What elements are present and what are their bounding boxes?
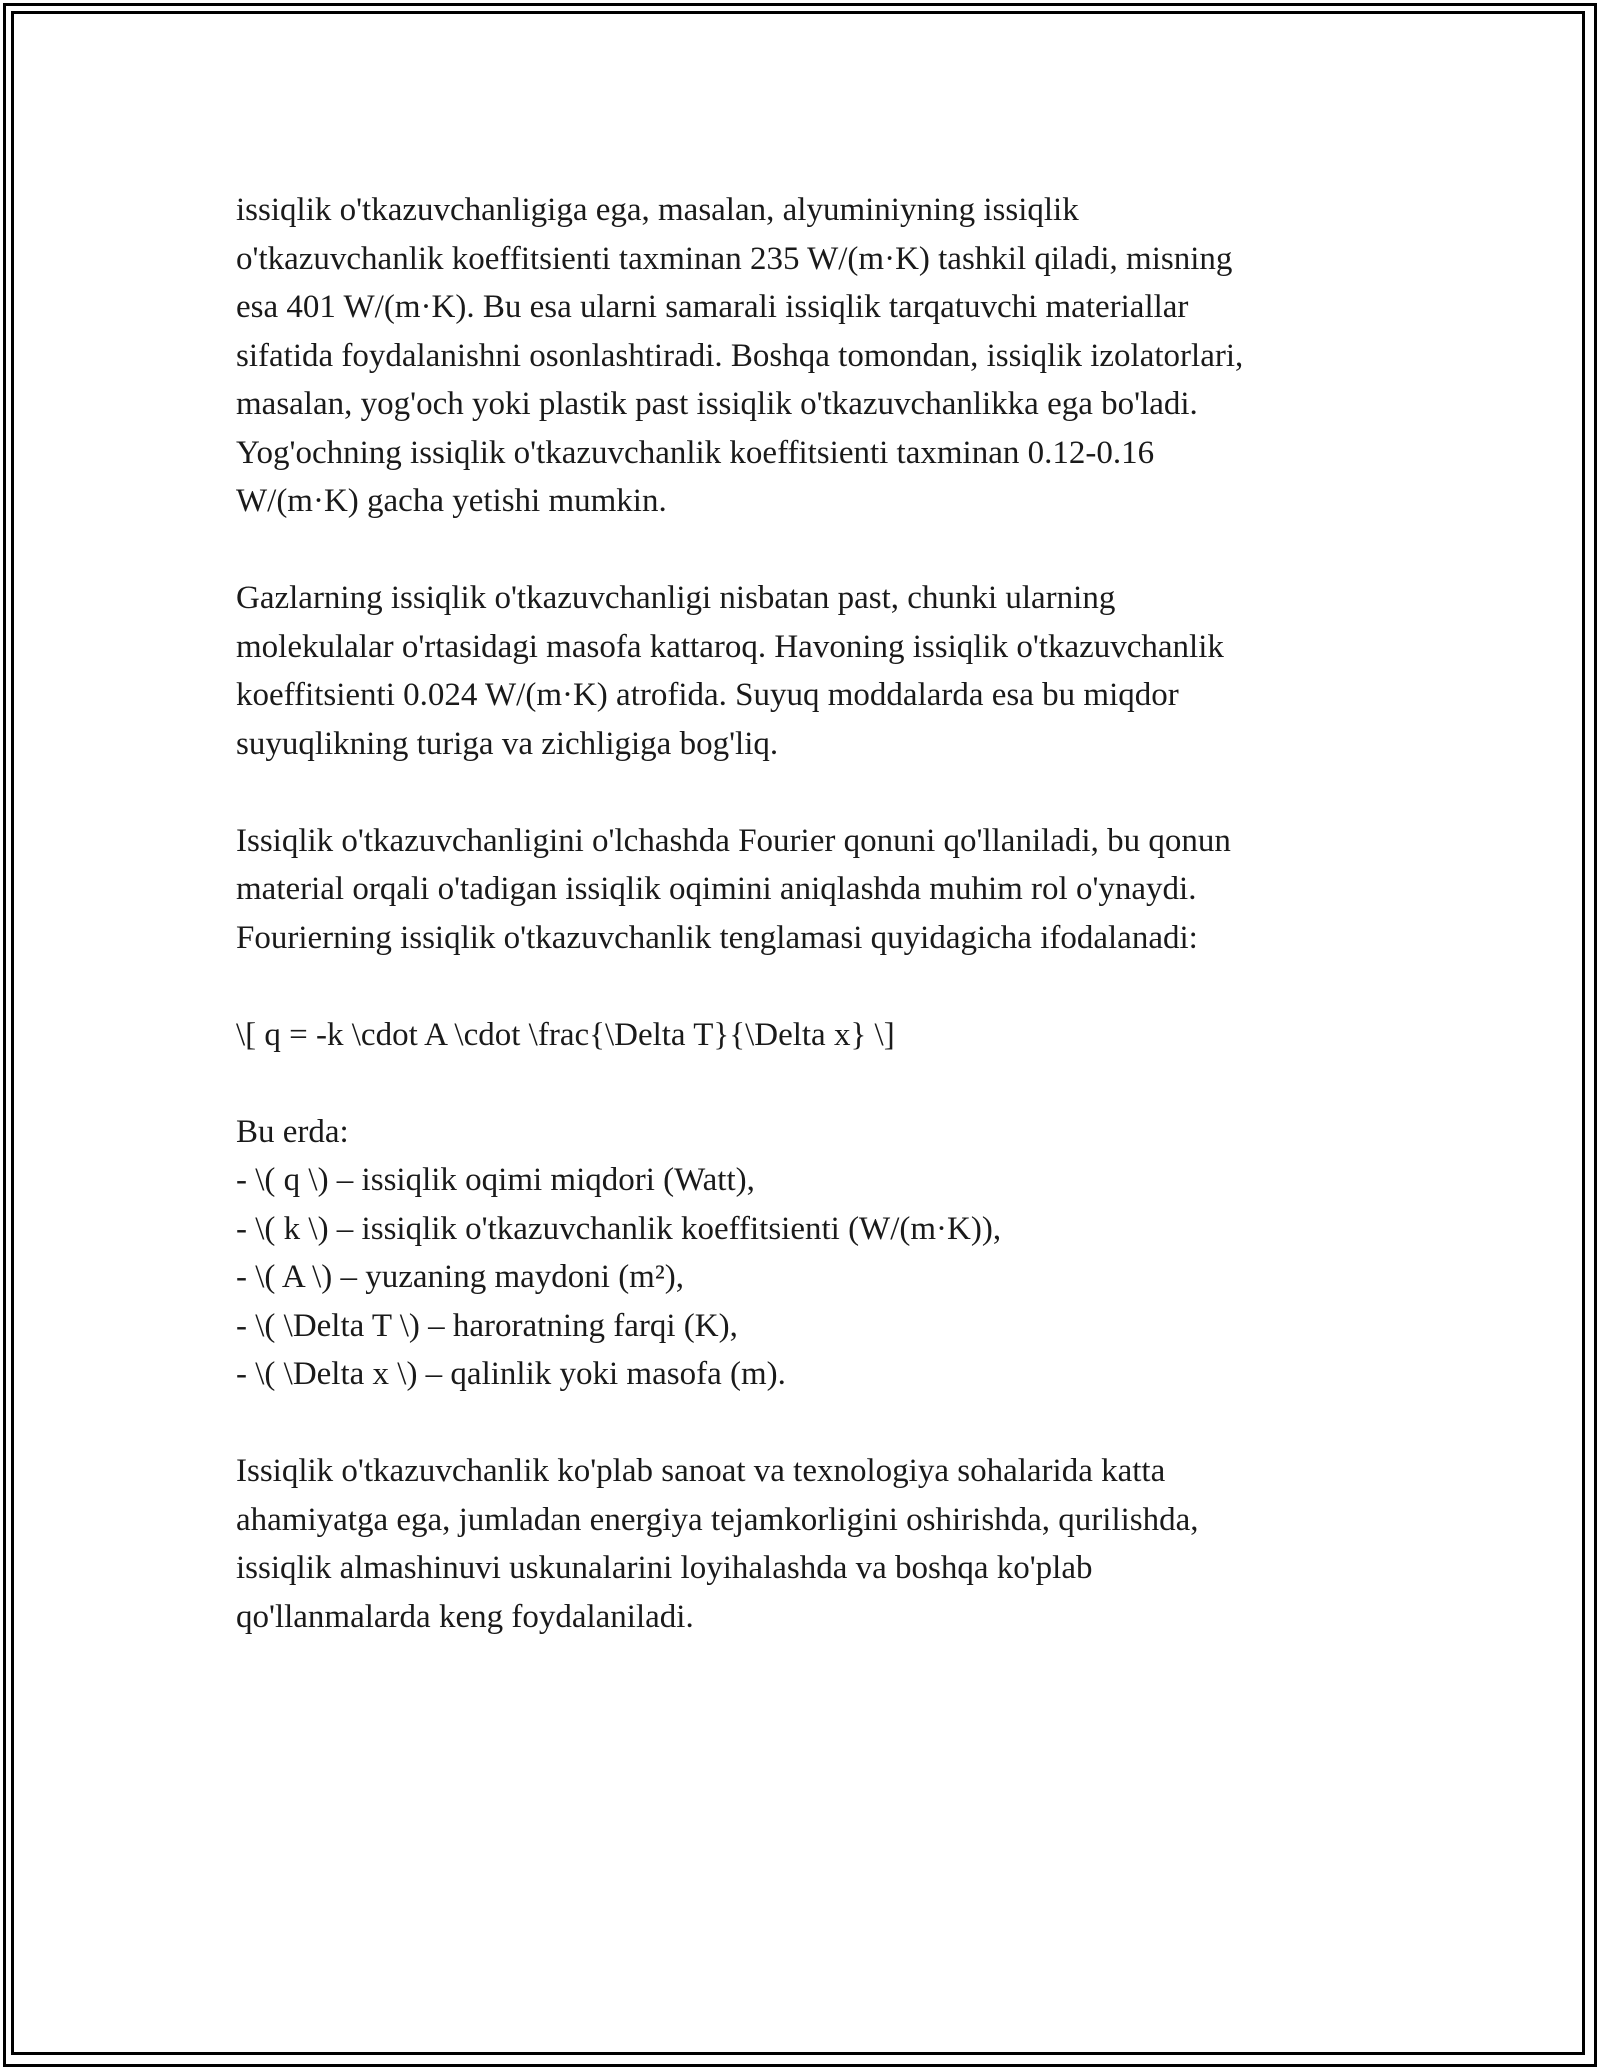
list-item: - \( k \) – issiqlik o'tkazuvchanlik koeffitsienti (W/(m·K)), [236,1210,1002,1247]
paragraph-fourier-law: Issiqlik o'tkazuvchanligini o'lchashda Fourier qonuni qo'llaniladi, bu qonun material orqali o'tadigan issiqlik oqimini aniqlashda muhim rol o'ynaydi. Fourierning issiqlik o'tkazuvchanlik tenglamasi quyidagicha ifodalanadi: [236,822,1231,956]
list-item: - \( q \) – issiqlik oqimi miqdori (Watt), [236,1162,755,1198]
list-item: - \( \Delta x \) – qalinlik yoki masofa (m). [236,1356,786,1392]
paragraph-metal-conductivity: issiqlik o'tkazuvchanligiga ega, masalan, alyuminiyning issiqlik o'tkazuvchanlik koeffitsienti taxminan 235 W/(m·K) tashkil qiladi, misning esa 401 W/(m·K). Bu esa ularni samarali issiqlik tarqatuvchi materiallar sifatida foydalanishni osonlashtiradi. Boshqa tomondan, issiqlik izolatorlari, masalan, yog'och yoki plastik past issiqlik o'tkazuvchanlikka ega bo'ladi. Yog'ochning issiqlik o'tkazuvchanlik koeffitsienti taxminan 0.12-0.16 W/(m·K) gacha yetishi mumkin. [236,192,1244,519]
paragraph-gas-conductivity: Gazlarning issiqlik o'tkazuvchanligi nisbatan past, chunki ularning molekulalar o'rtasidagi masofa kattaroq. Havoning issiqlik o'tkazuvchanlik koeffitsienti 0.024 W/(m·K) atrofida. Suyuq moddalarda esa bu miqdor suyuqlikning turiga va zichligiga bog'liq. [236,580,1224,762]
list-item: - \( A \) – yuzaning maydoni (m²), [236,1259,684,1295]
definitions-list [236,1156,1366,1399]
definitions-intro: Bu erda: [236,1113,349,1150]
document-body [236,186,1366,1690]
list-item: - \( \Delta T \) – haroratning farqi (K), [236,1307,738,1344]
formula-fourier: \[ q = -k \cdot A \cdot \frac{\Delta T}{\Delta x} \] [236,1016,895,1053]
paragraph-applications: Issiqlik o'tkazuvchanlik ko'plab sanoat va texnologiya sohalarida katta ahamiyatga ega, jumladan energiya tejamkorligini oshirishda, qurilishda, issiqlik almashinuvi uskunalarini loyihalashda va boshqa ko'plab qo'llanmalarda keng foydalaniladi. [236,1453,1199,1635]
